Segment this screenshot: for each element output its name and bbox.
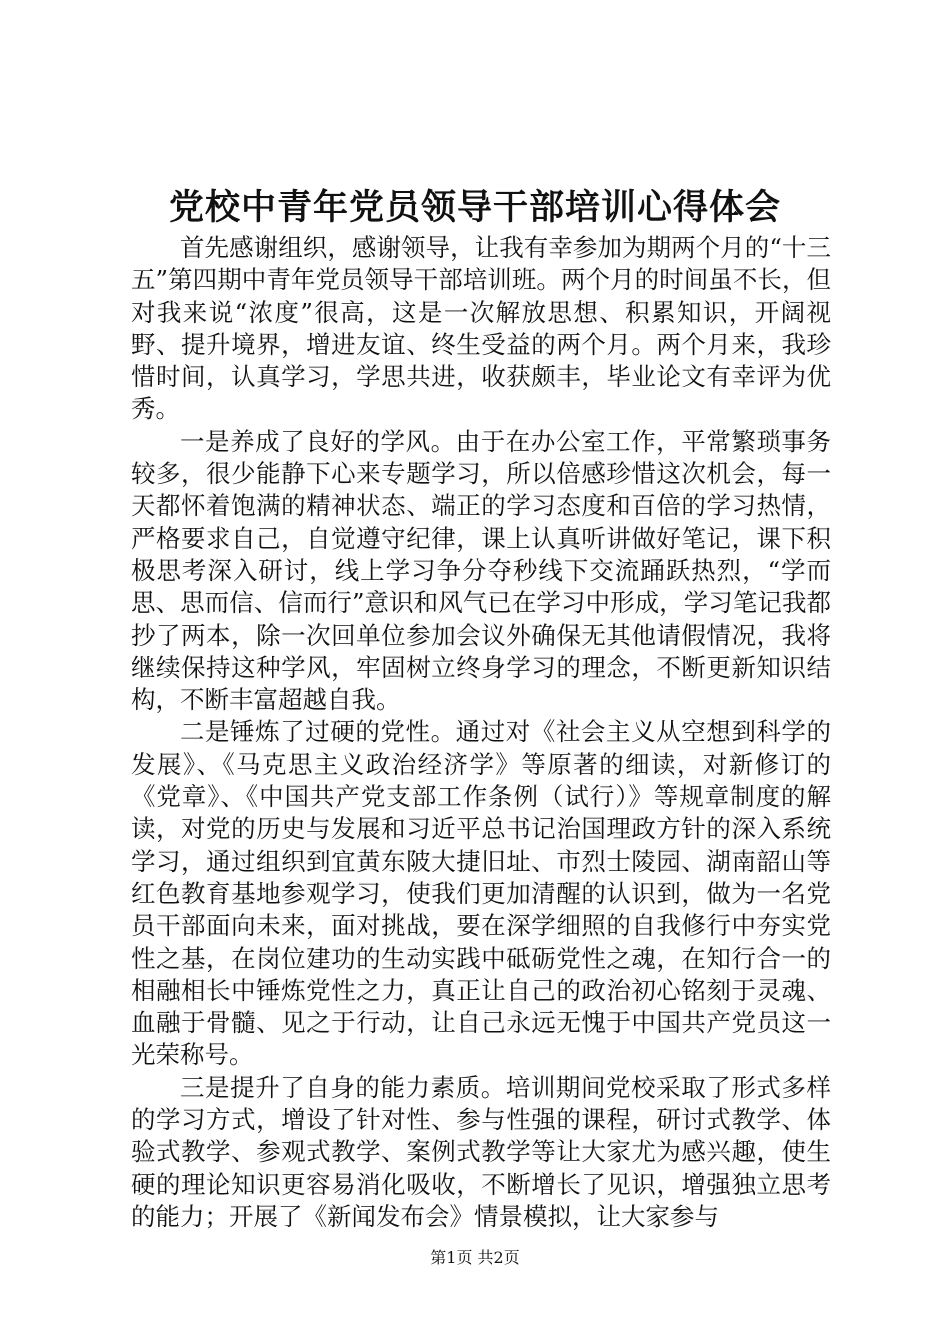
paragraph-ability: 三是提升了自身的能力素质。培训期间党校采取了形式多样的学习方式，增设了针对性、参与性强的课程，研讨式教学、体验式教学、参观式教学、案例式教学等让大家尤为感兴趣，使生硬的理论知识更容易消化吸收，不断增长了见识，增强独立思考的能力；开展了《新闻发布会》情景模拟，让大家参与 [131,1072,831,1231]
paragraph-intro: 首先感谢组织，感谢领导，让我有幸参加为期两个月的“十三五”第四期中青年党员领导干部培训班。两个月的时间虽不长，但对我来说“浓度”很高，这是一次解放思想、积累知识，开阔视野、提升境界，增进友谊、终生受益的两个月。两个月来，我珍惜时间，认真学习，学思共进，收获颇丰，毕业论文有幸评为优秀。 [131,233,831,424]
document-title: 党校中青年党员领导干部培训心得体会 [168,187,781,228]
page-number-footer: 第1页 共2页 [430,1248,520,1267]
document-body [131,232,831,1233]
paragraph-study-style: 一是养成了良好的学风。由于在办公室工作，平常繁琐事务较多，很少能静下心来专题学习，所以倍感珍惜这次机会，每一天都怀着饱满的精神状态、端正的学习态度和百倍的学习热情，严格要求自己，自觉遵守纪律，课上认真听讲做好笔记，课下积极思考深入研讨，线上学习争分夺秒线下交流踊跃热烈，“学而思、思而信、信而行”意识和风气已在学习中形成，学习笔记我都抄了两本，除一次回单位参加会议外确保无其他请假情况，我将继续保持这种学风，牢固树立终身学习的理念，不断更新知识结构，不断丰富超越自我。 [131,426,831,715]
paragraph-party-spirit: 二是锤炼了过硬的党性。通过对《社会主义从空想到科学的发展》、《马克思主义政治经济学》等原著的细读，对新修订的《党章》、《中国共产党支部工作条例（试行）》等规章制度的解读，对党的历史与发展和习近平总书记治国理政方针的深入系统学习，通过组织到宜黄东陂大捷旧址、市烈士陵园、湖南韶山等红色教育基地参观学习，使我们更加清醒的认识到，做为一名党员干部面向未来，面对挑战，要在深学细照的自我修行中夯实党性之基，在岗位建功的生动实践中砥砺党性之魂，在知行合一的相融相长中锤炼党性之力，真正让自己的政治初心铭刻于灵魂、血融于骨髓、见之于行动，让自己永远无愧于中国共产党员这一光荣称号。 [131,717,831,1070]
